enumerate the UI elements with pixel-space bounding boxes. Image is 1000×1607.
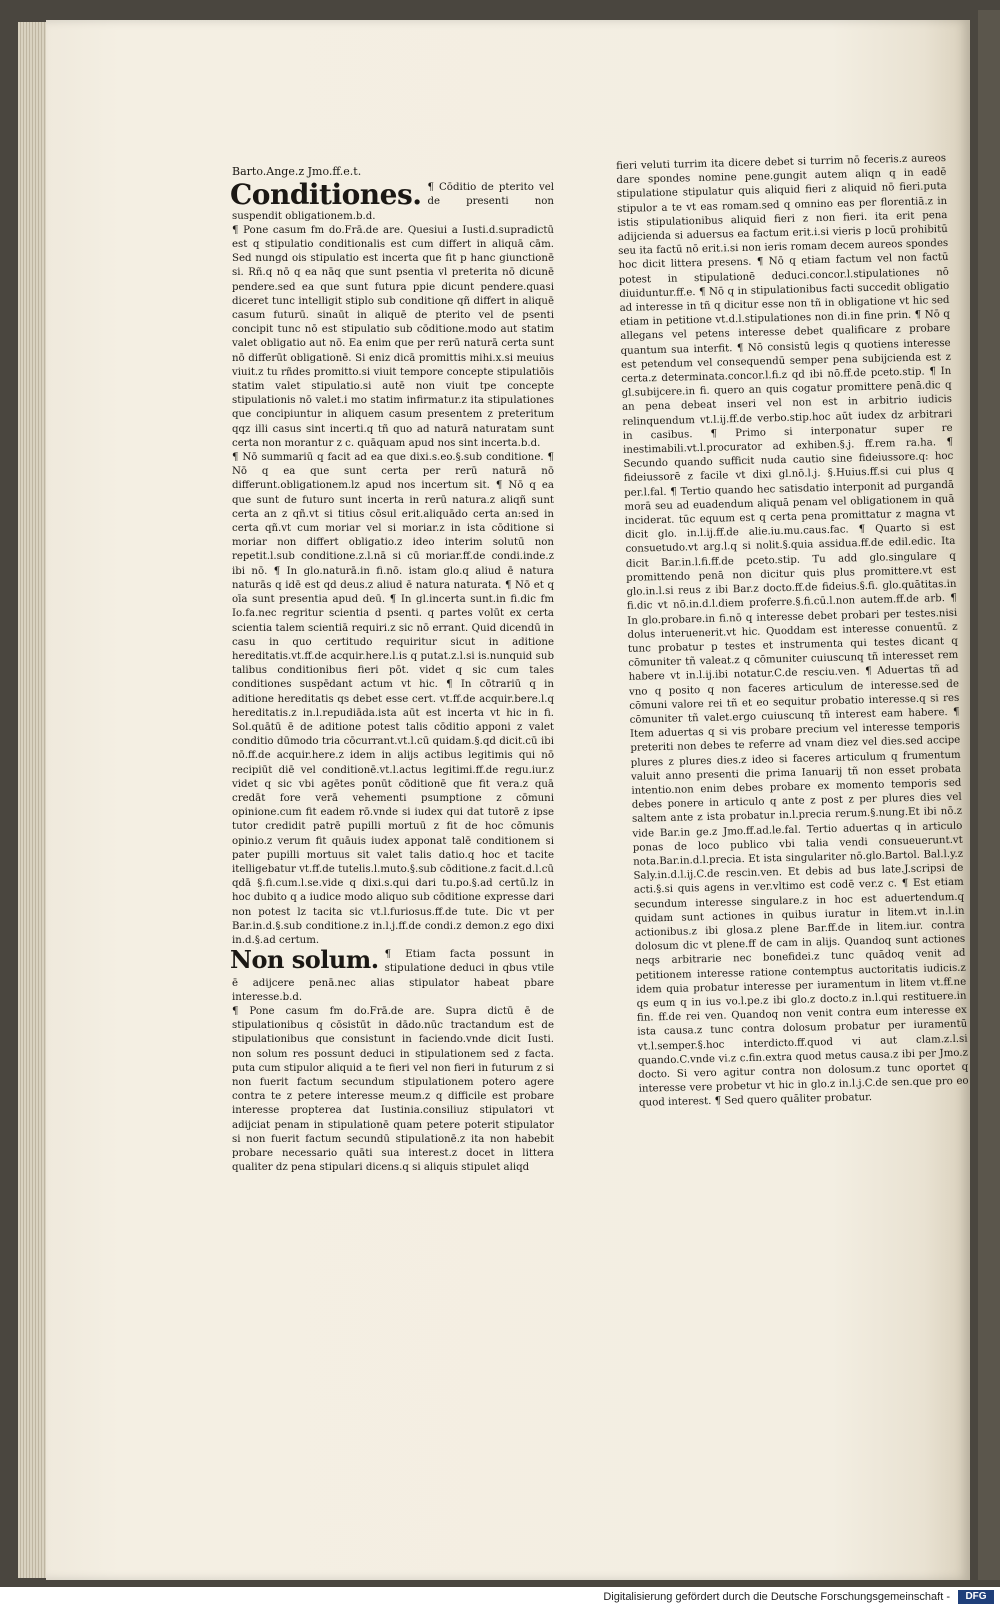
binding-shadow [978, 10, 1000, 1580]
commentary-paragraph: ¶ Pone casum fm do.Frā.de are. Supra dictū ē de stipulationibus q cōsistūt in dādo.nūc tractandum est de stipulationibus que consistunt in faciendo.vnde dicit Iusti. non solum res possunt deduci in stipulationem sed z facta. puta cum stipulor aliquid a te fieri vel non fieri in futurum z si non fuerit factum secundum stipulationem potero agere contra te z petere interesse meum.z q difficile est probare interesse propterea dat Iustinia.consiliuz stipulatori vt adijciat penam in stipulationē quam petere poterit stipulator si non fuerit factum secundū stipulationē.z ita non habebit probare necessario quāti sua interest.z docet in littera qualiter dz pena stipulari dicens.q si aliquis stipulet aliqd [232, 1005, 554, 1174]
lemma-conditiones-summary: ¶ Cōditio de pterito vel de presenti non suspendit obligationem.b.d. [232, 182, 554, 222]
lemma-non-solum: Non solum. [230, 945, 379, 975]
left-column [232, 165, 554, 1175]
funding-credit: Digitalisierung gefördert durch die Deutsche Forschungsgemeinschaft - [603, 1591, 950, 1603]
commentary-paragraph: ¶ Pone casum fm do.Frā.de are. Quesiui a Iusti.d.supradictū est q stipulatio conditionalis est cum differt in aliquā cām. Sed nungd ois stipulatio est incerta que fit p hanc giunctionē si. Rñ.q nō q ea nāq que sunt psentia vl preterita nō dicunē pendere.sed ea que sunt futura ppie dicunt pendere.quasi diceret tunc intelligit stiplo sub conditione qñ differt in aliquē casum futurū. sinaūt in aliquē de pterito vel de psenti concipit tunc nō est stipulatio sub cōditione.modo aut statim valet obligatio aut nō. Ea enim que per rerū naturā certa sunt nō differūt obligationē. Si eniz dicā promittis mihi.x.si meuius viuit.z tu rñdes promitto.si viuit tempore concepte stipulatiōis statim valet stipulatio.si autē non viuit tpe concepte stipulationis nō valet.i mo statim infirmatur.z ita stipulationes que concipiuntur in aliquem casum presentem z preteritum qqz illi casus sint incerti.q tñ quo ad naturā naturatam sunt certa non morantur z c. quāquam apud nos sint incerta.b.d. [232, 224, 554, 449]
dfg-logo: DFG [958, 1590, 994, 1604]
right-column [616, 152, 969, 1111]
lemma-non-solum-paragraph [230, 945, 554, 1005]
lemma-non-solum-summary: ¶ Etiam facta possunt in stipulatione deduci in qbus vtile ē adijcere penā.nec alias stipulator habeat pbare interesse.b.d. [232, 949, 554, 1003]
lemma-conditiones-paragraph [230, 178, 554, 224]
commentary-paragraph: fieri veluti turrim ita dicere debet si turrim nō feceris.z aureos dare spondes nomine pene.gungit autem aliqn q in eadē stipulatione stipulatur quis aliquid fieri z aliquid nō fieri.puta stipulor a te vt eas romam.sed q omnino eas per florentiā.z in istis stipulationibus aliquid fieri z non fieri. ita erit pena adijcienda si aduersus ea factum erit.i.si vieris p locū prohibitū seu ita factū nō erit.i.si non ieris romam decem aureos spondes hoc dicit littera presens. ¶ Nō q etiam factum vel non factū potest in stipulationē deduci.concor.l.stipulationes nō diuiduntur.ff.e. ¶ Nō q in stipulationibus facti succedit obligatio ad interesse in tñ q dicitur esse non tñ in obligatione vt hic sed etiam in petitione vt.d.l.stipulationes non di.in fine prin. ¶ Nō q allegans vel petens interesse debet qualificare z probare quantum sua interfit. ¶ Nō consistū legis q quotiens interesse est petendum vel consequendū semper pena subijcienda est z certa.z determinata.concor.l.fi.z qd ibi nō.ff.de pceto.stip. ¶ In gl.subijcere.in fi. quero an quis cogatur promittere penā.dic q an pena debeat inseri vel non est in arbitrio iudicis relinquendum vt.l.ij.ff.de verbo.stip.hoc aūt iudex dz arbitrari in casibus. ¶ Primo si interponatur super re inestimabili.vt.l.procurator ad exhiben.§.j. ff.rem ra.ha. ¶ Secundo quando sufficit nuda cautio sine fideiussore.q: hoc fideiussorē z facile vt dixi gl.nō.l.j. §.Huius.ff.si cui plus q per.l.fal. ¶ Tertio quando hec satisdatio interponit ad purgandā morā seu ad euadendum aliquā penam vel obligationem in quā inciderat. tūc equum est q certa pena promittatur z magna vt dicit glo. in.l.ij.ff.de alie.iu.mu.caus.fac. ¶ Quarto si est consuetudo.vt arg.l.q si nolit.§.quia assidua.ff.de edil.edic. Ita dicit Bar.in.l.fi.ff.de pceto.stip. Tu add glo.singulare q promittendo penā non dicitur quis plus promittere.vt est glo.in.l.si reus z ibi Bar.z docto.ff.de fideius.§.fi. glo.quātitas.in fi.dic vt nō.in.d.l.diem proferre.§.fi.cū.l.non autem.ff.de arb. ¶ In glo.probare.in fi.nō q interesse debet probari per testes.nisi dolus interuenerit.vt hic. Quoddam est interesse conuentū. z tunc probatur p testes et instrumenta qui testes dicant q cōmuniter tñ valeat.z q cōmuniter cuiuscunq tñ interesset rem habere vt in.l.ij.ibi notatur.C.de resciu.ven. ¶ Aduertas tñ ad vno q posito q non faceres articulum de interesse.sed de cōmuni valore rei tñ et eo sequitur probatio interesse.q si res cōmuniter tñ valet.ergo cuiuscunq tñ interest eam habere. ¶ Item aduertas q si vis probare precium vel interesse temporis preteriti non debes te referre ad vnam diez vel dies.sed accipe plures z plures dies.z ideo si faceres articulum q frumentum valuit anno presenti die prima Ianuarij tñ non esset probata intentio.non enim debes probare ex momento temporis sed debes ponere in articulo q ante z post z per plures dies vel saltem ante z ista probatur in.l.precia rerum.§.nung.Et ibi nō.z vide Bar.in ge.z Jmo.ff.ad.le.fal. Tertio aduertas q in articulo ponas de loco publico vbi talia vendi consueuerunt.vt nota.Bar.in.d.l.precia. Et ista singulariter nō.glo.Bartol. Bal.l.y.z Saly.in.d.l.ij.C.de rescin.ven. Et debis ad bus late.J.scripsi de acti.§.si quis agens in ver.vltimo est codē ver.z c. ¶ Est etiam secundum interesse singulare.z in hoc est aduertendum.q quidam sunt actiones in quibus iuratur in litem.vt in.l.in actionibus.z ibi glosa.z plene Bar.ff.de in litem.iur. contra dolosum dic vt plene.ff de cam in alijs. Quandoq sunt actiones neqs arbitrarie nec bonefidei.z tunc quādoq venit ad petitionem interesse ratione contemptus auctoritatis iudicis.z idem quia probatur interesse per iuramentum in litem vt.ff.ne qs eum q in ius vo.l.pe.z ibi glo.z docto.z in.l.qui restituere.in fin. ff.de rei ven. Quandoq non venit contra eum interesse ex ista causa.z tunc contra dolosum probatur per iuramentū vt.l.semper.§.hoc interdicto.ff.quod vi aut clam.z.l.si quando.C.vnde vi.z c.fin.extra quod metus causa.z ibi per Jmo.z docto. Si vero agitur contra non dolosum.z tunc oportet q interesse vere probetur vt hic in glo.z in.l.j.C.de sen.que pro eo quod interest. ¶ Sed quero quāliter probatur. [616, 152, 969, 1110]
running-head: Barto.Ange.z Jmo.ff.e.t. [232, 165, 362, 178]
commentary-paragraph: ¶ Nō summariū q facit ad ea que dixi.s.eo.§.sub conditione. ¶ Nō q ea que sunt certa per rerū naturā nō differunt.obligationem.lz apud nos incertum sit. ¶ Nō q ea que sunt de futuro sunt incerta in rerū natura.z aliqñ sunt certa an z qñ.vt si titius cōsul erit.aliquādo certa an:sed in certa qñ.vt cum moriar vel si moriar.z in ista cōditione si moriar non differt obligatio.z ideo interim solutū non repetit.l.sub conditione.z.l.nā si cū moriar.ff.de condi.inde.z ibi nō. ¶ In glo.naturā.in fi.nō. istam glo.q aliud ē natura naturās q idē est qd deus.z aliud ē natura naturata. ¶ Nō et q oīa sunt presentia apud deū. ¶ In gl.incerta sunt.in fi.dic fm Io.fa.nec regritur scientia d psenti. q partes volūt ex certa scientia talem scientiā requiri.z sic nō errant. Quid dicendū in casu in quo certitudo requiritur sicut in aditione hereditatis.vt.ff.de acquir.here.l.is q putat.z.l.si is.nunquid sub talibus conditionibus fieri pōt. videt q sic cum tales conditiones suspēdant actum vt hic. ¶ In cōtrariū q in aditione hereditatis qs debet esse cert. vt.ff.de acquir.bere.l.q hereditatis.z in.l.repudiāda.ista aūt est incerta vt hic in fi. Sol.quātū ē de aditione potest talis cōditio apponi z valet conditio dūmodo tria cōcurrant.vt.l.cū quidam.§.qd dicit.cū ibi nō.ff.de acquir.here.z idem in alijs actibus legitimis qui nō recipiūt diē vel conditionē.vt.l.actus legitimi.ff.de regu.iur.z videt q sic vbi agētes ponūt cōditionē que fit vera.z quā credāt fore verā vehementi psumptione z cōmuni opinione.cum fit eadem rō.vnde si iudex qui dat tutorē z ipse tutor credidit patrē pupilli mortuū z fit de hoc cōmunis opinio.z verum fit quāuis iudex apponat talē conditionem si pater pupilli mortuus sit valet talis datio.q hoc et tacite itelligebatur vt.ff.de tutelis.l.muto.§.sub cōditione.z facit.d.l.cū qdā §.fi.cum.l.se.vide q dixi.s.qui dari tu.po.§.ad certū.lz in hoc dubito q a iudice modo aliquo sub cōditione expresse dari non potest lz tacita sic vt.l.furiosus.ff.de tute. Dic vt per Bar.in.d.§.sub conditione.z in.l.j.ff.de condi.z demon.z ego dixi in.d.§.ad certum. [232, 452, 554, 946]
lemma-conditiones: Conditiones. [230, 178, 422, 212]
footer-bar [0, 1587, 1000, 1607]
